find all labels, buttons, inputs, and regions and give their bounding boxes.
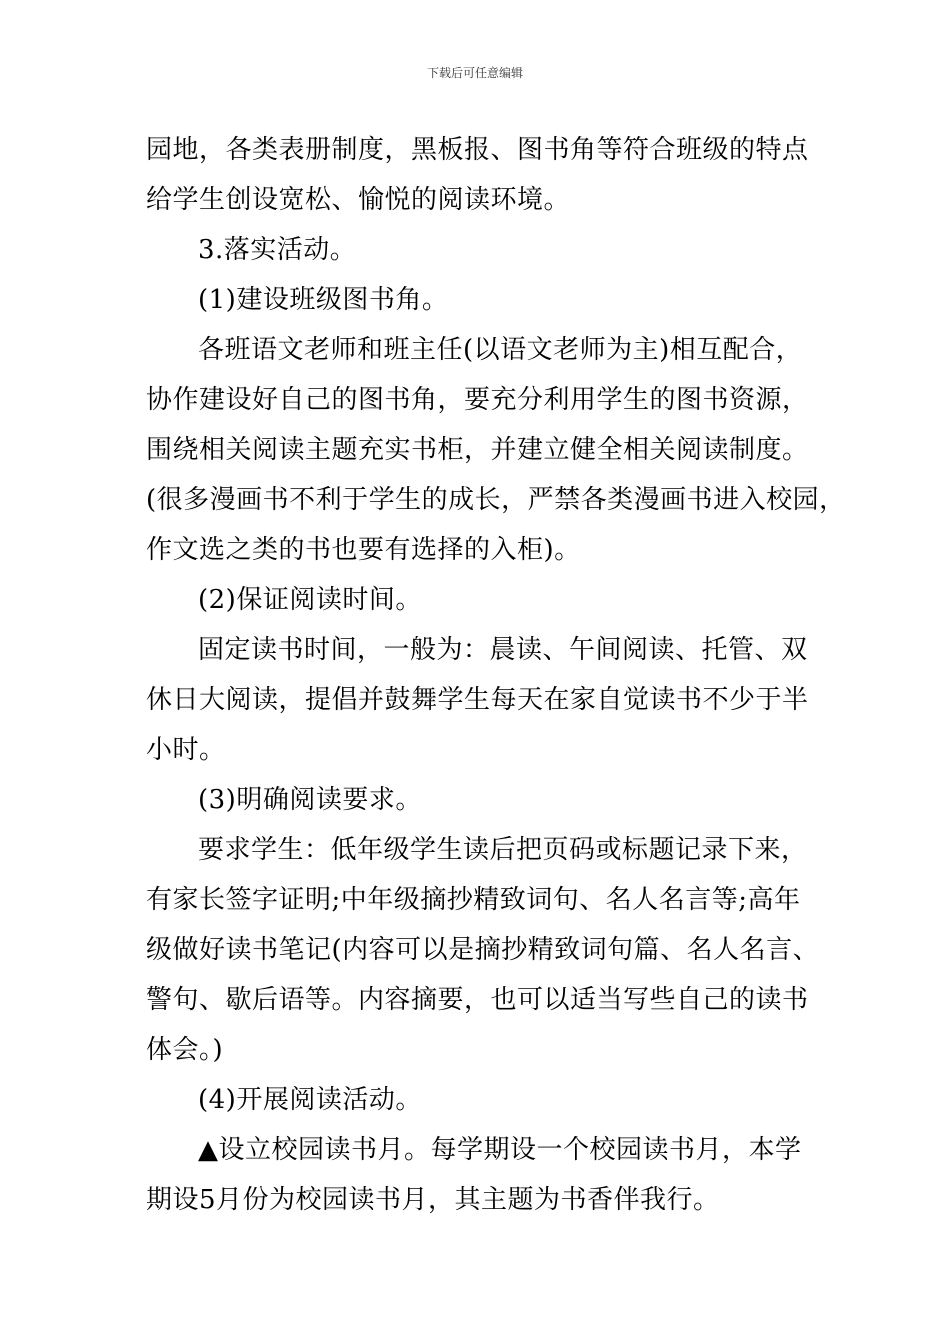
text-line: 给学生创设宽松、愉悦的阅读环境。 (146, 185, 571, 215)
paragraph-start: 要求学生：低年级学生读后把页码或标题记录下来， (198, 835, 808, 865)
subsection-heading: (2)保证阅读时间。 (198, 585, 422, 615)
subsection-heading: (3)明确阅读要求。 (198, 785, 422, 815)
subsection-heading: (4)开展阅读活动。 (198, 1085, 422, 1115)
text-line: 园地，各类表册制度，黑板报、图书角等符合班级的特点 (146, 135, 809, 165)
text-line: 期设5月份为校园读书月，其主题为书香伴我行。 (146, 1185, 720, 1215)
document-body (146, 125, 846, 1225)
page-header: 下载后可任意编辑 (426, 66, 523, 80)
text-line: 体会。) (146, 1035, 224, 1065)
text-line: 有家长签字证明;中年级摘抄精致词句、名人名言等;高年 (146, 885, 801, 915)
paragraph-start: 固定读书时间，一般为：晨读、午间阅读、托管、双 (198, 635, 808, 665)
subsection-heading: (1)建设班级图书角。 (198, 285, 449, 315)
paragraph-start: ▲设立校园读书月。每学期设一个校园读书月，本学 (198, 1135, 802, 1165)
text-line: 协作建设好自己的图书角，要充分利用学生的图书资源， (146, 385, 809, 415)
text-line: 作文选之类的书也要有选择的入柜)。 (146, 535, 581, 565)
text-line: 小时。 (146, 735, 226, 765)
text-line: 级做好读书笔记(内容可以是摘抄精致词句篇、名人名言、 (146, 935, 820, 965)
text-line: 警句、歇后语等。内容摘要，也可以适当写些自己的读书 (146, 985, 809, 1015)
text-line: 围绕相关阅读主题充实书柜，并建立健全相关阅读制度。 (146, 435, 809, 465)
text-line: (很多漫画书不利于学生的成长，严禁各类漫画书进入校园， (146, 485, 846, 515)
paragraph-start: 各班语文老师和班主任(以语文老师为主)相互配合， (198, 335, 803, 365)
section-heading: 3.落实活动。 (198, 235, 357, 265)
text-line: 休日大阅读，提倡并鼓舞学生每天在家自觉读书不少于半 (146, 685, 809, 715)
